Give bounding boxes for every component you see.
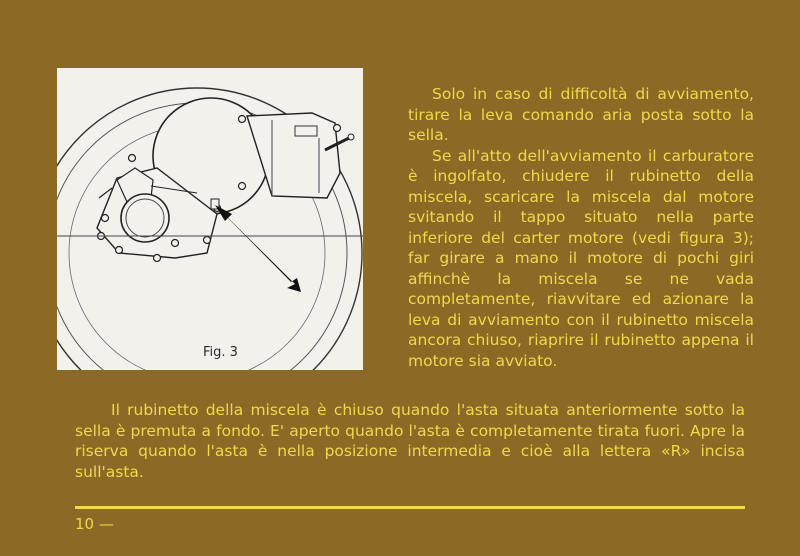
engine-illustration <box>57 68 363 370</box>
page-number: 10 — <box>75 515 114 533</box>
paragraph-flooded-carburetor: Se all'atto dell'avviamento il carburatore è ingolfato, chiudere il rubinetto della miscela, scaricare la miscela dal motore svitando il tappo situato nella parte inferiore del carter motore (vedi figura 3); far girare a mano il motore di pochi giri affinchè la miscela se ne vada completamente, riavvitare ed azionare la leva di avviamento con il rubinetto miscela ancora chiuso, riaprire il rubinetto appena il motore sia avviato. <box>408 146 754 370</box>
engine-figure <box>57 68 363 370</box>
paragraph-starting-help: Solo in caso di difficoltà di avviamento, tirare la leva comando aria posta sotto la sella. <box>408 85 754 144</box>
figure-caption: Fig. 3 <box>203 345 238 360</box>
footer-rule <box>75 506 745 509</box>
full-width-text <box>75 400 745 482</box>
paragraph-fuel-tap: Il rubinetto della miscela è chiuso quando l'asta situata anteriormente sotto la sella è premuta a fondo. E' aperto quando l'asta è completamente tirata fuori. Apre la riserva quando l'asta è nella posizione intermedia e cioè alla lettera «R» incisa sull'asta. <box>75 401 745 481</box>
right-column-text <box>408 84 754 371</box>
